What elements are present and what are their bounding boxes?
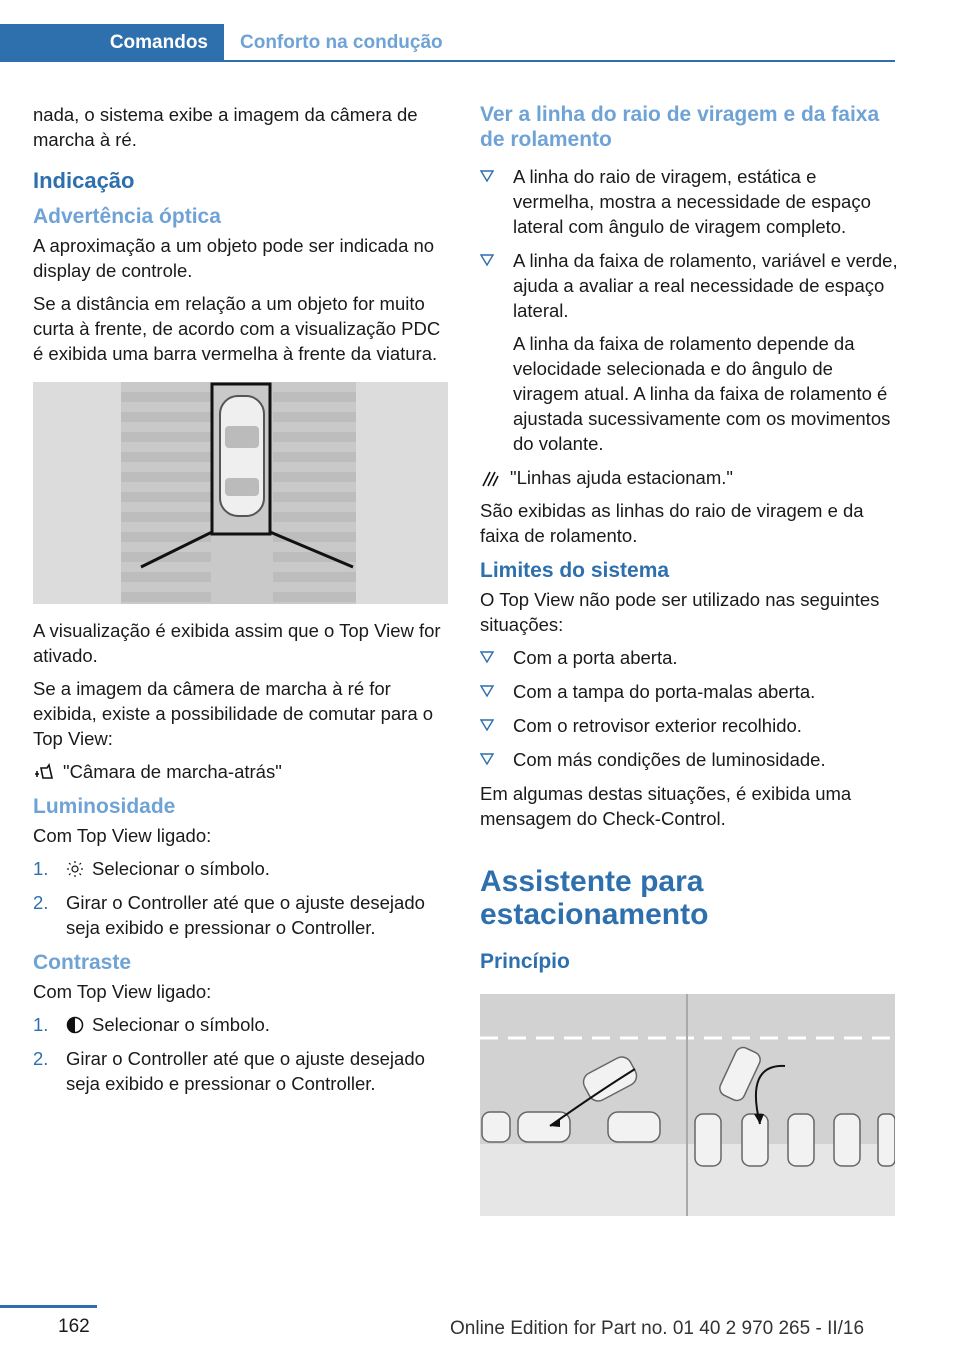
paragraph: A aproximação a um objeto pode ser indicada no display de controle. <box>33 235 435 281</box>
sun-icon <box>66 860 84 878</box>
parking-lines-icon <box>480 468 502 488</box>
bullet-text: A linha do raio de viragem, estática e vermelha, mostra a necessidade de espaço lateral com ângulo de viragem completo. <box>513 166 871 237</box>
list-item <box>33 856 451 881</box>
camera-label: "Câmara de marcha-atrás" <box>63 761 282 782</box>
tab-conforto[interactable]: Conforto na condução <box>240 32 443 53</box>
triangle-bullet-icon <box>480 253 494 267</box>
list-item <box>480 248 898 456</box>
triangle-bullet-icon <box>480 684 494 698</box>
step-number: 1. <box>33 858 49 879</box>
top-view-figure <box>33 382 448 604</box>
list-item <box>480 747 898 772</box>
contrast-icon <box>66 1016 84 1034</box>
right-column <box>480 102 898 1230</box>
intro-text: nada, o sistema exibe a imagem da câmera de marcha à ré. <box>33 104 418 150</box>
bullet-text: A linha da faixa de rolamento, variável e verde, ajuda a avaliar a real necessidade de espaço lateral. <box>513 250 898 321</box>
list-item <box>480 645 898 670</box>
step-number: 1. <box>33 1014 49 1035</box>
paragraph: Em algumas destas situações, é exibida uma mensagem do Check-Control. <box>480 783 852 829</box>
step-text: Girar o Controller até que o ajuste desejado seja exibido e pressionar o Controller. <box>66 892 425 938</box>
list-item <box>33 1046 451 1096</box>
triangle-bullet-icon <box>480 169 494 183</box>
paragraph: São exibidas as linhas do raio de viragem e da faixa de rolamento. <box>480 500 864 546</box>
tab-comandos[interactable]: Comandos <box>0 24 224 60</box>
list-item <box>480 713 898 738</box>
heading-advertencia: Advertência óptica <box>33 205 221 228</box>
footer-accent-line <box>0 1305 97 1308</box>
paragraph: O Top View não pode ser utilizado nas seguintes situações: <box>480 589 880 635</box>
triangle-bullet-icon <box>480 650 494 664</box>
parking-assistant-figure <box>480 994 895 1216</box>
step-number: 2. <box>33 1048 49 1069</box>
parking-lines-option <box>480 465 898 490</box>
heading-assistente: Assistente para estacionamento <box>480 865 709 931</box>
contraste-steps <box>33 1012 451 1096</box>
limites-bullets <box>480 645 898 772</box>
paragraph: Se a imagem da câmera de marcha à ré for exibida, existe a possibilidade de comutar para o Top View: <box>33 678 434 749</box>
heading-limites: Limites do sistema <box>480 559 670 582</box>
heading-indicacao: Indicação <box>33 168 135 193</box>
header-bar <box>0 24 895 62</box>
heading-luminosidade: Luminosidade <box>33 795 176 818</box>
left-column <box>33 102 451 1105</box>
bullet-text: Com más condições de luminosidade. <box>513 749 826 770</box>
bullet-text: Com a porta aberta. <box>513 647 678 668</box>
list-item <box>33 1012 451 1037</box>
bullet-text: Com a tampa do porta-malas aberta. <box>513 681 816 702</box>
paragraph: A visualização é exibida assim que o Top View for ativado. <box>33 620 441 666</box>
list-item <box>33 890 451 940</box>
paragraph: Se a distância em relação a um objeto for muito curta à frente, de acordo com a visualização PDC é exibida uma barra vermelha à frente da viatura. <box>33 293 441 364</box>
camera-option <box>33 759 451 784</box>
triangle-bullet-icon <box>480 718 494 732</box>
bullet-text: Com o retrovisor exterior recolhido. <box>513 715 802 736</box>
step-text: Girar o Controller até que o ajuste desejado seja exibido e pressionar o Controller. <box>66 1048 425 1094</box>
bullet-continuation: A linha da faixa de rolamento depende da velocidade selecionada e do ângulo de viragem atual. A linha da faixa de rolamento é ajustada sucessivamente com os movimentos do volante. <box>513 333 891 454</box>
heading-linha-raio: Ver a linha do raio de viragem e da faixa de rolamento <box>480 103 880 151</box>
linha-bullets <box>480 164 898 456</box>
list-item <box>480 164 898 239</box>
step-number: 2. <box>33 892 49 913</box>
step-text: Selecionar o símbolo. <box>92 1014 270 1035</box>
paragraph: Com Top View ligado: <box>33 825 212 846</box>
camera-icon <box>33 762 55 782</box>
lines-label: "Linhas ajuda estacionam." <box>510 467 733 488</box>
triangle-bullet-icon <box>480 752 494 766</box>
paragraph: Com Top View ligado: <box>33 981 212 1002</box>
edition-note: Online Edition for Part no. 01 40 2 970 265 - II/16 <box>450 1318 865 1339</box>
page-number: 162 <box>58 1316 90 1337</box>
step-text: Selecionar o símbolo. <box>92 858 270 879</box>
list-item <box>480 679 898 704</box>
luminosidade-steps <box>33 856 451 940</box>
heading-contraste: Contraste <box>33 951 132 974</box>
heading-principio: Princípio <box>480 950 570 973</box>
